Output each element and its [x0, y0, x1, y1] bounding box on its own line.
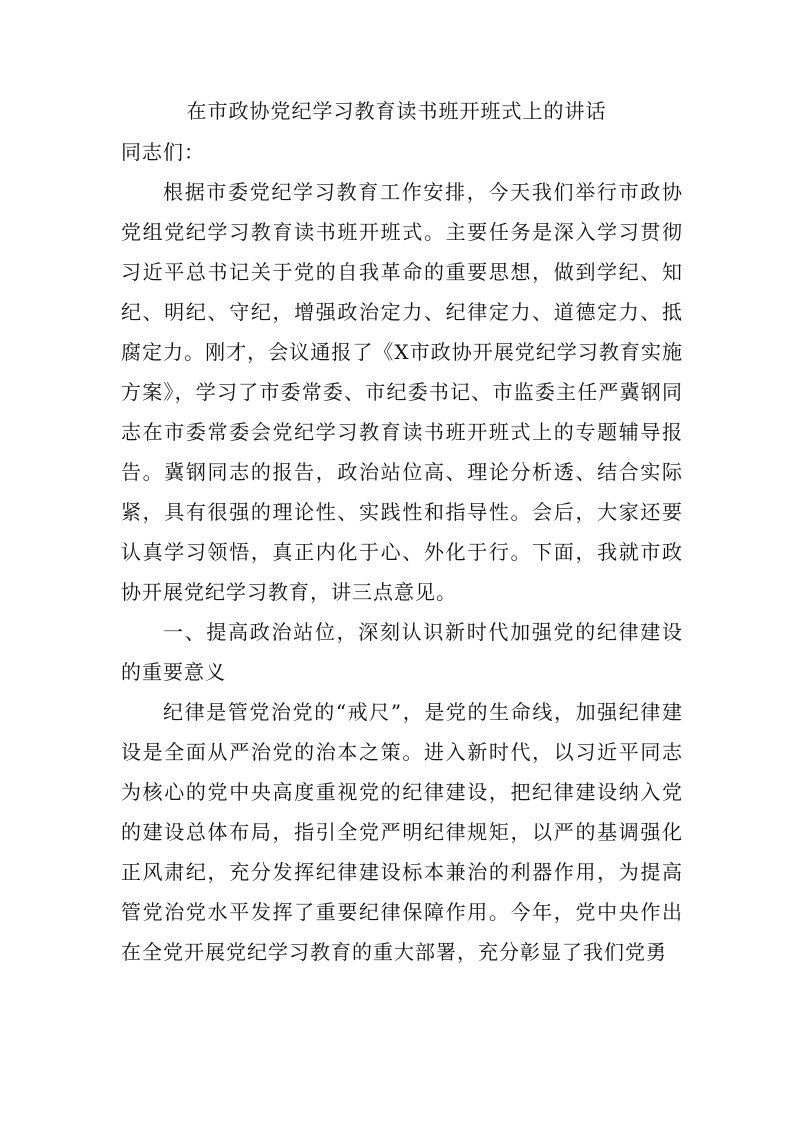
document-body	[121, 132, 683, 972]
paragraph-discipline: 纪律是管党治党的“戒尺”，是党的生命线，加强纪律建设是全面从严治党的治本之策。进入新时代，以习近平同志为核心的党中央高度重视党的纪律建设，把纪律建设纳入党的建设总体布局，指引全党严明纪律规矩，以严的基调强化正风肃纪，充分发挥纪律建设标本兼治的利器作用，为提高管党治党水平发挥了重要纪律保障作用。今年，党中央作出在全党开展党纪学习教育的重大部署，充分彰显了我们党勇	[121, 700, 683, 964]
paragraph-intro: 根据市委党纪学习教育工作安排，今天我们举行市政协党组党纪学习教育读书班开班式。主要任务是深入学习贯彻习近平总书记关于党的自我革命的重要思想，做到学纪、知纪、明纪、守纪，增强政治定力、纪律定力、道德定力、抵腐定力。刚才，会议通报了《X市政协开展党纪学习教育实施方案》，学习了市委常委、市纪委书记、市监委主任严冀钢同志在市委常委会党纪学习教育读书班开班式上的专题辅导报告。冀钢同志的报告，政治站位高、理论分析透、结合实际紧，具有很强的理论性、实践性和指导性。会后，大家还要认真学习领悟，真正内化于心、外化于行。下面，我就市政协开展党纪学习教育，讲三点意见。	[121, 180, 683, 604]
salutation: 同志们：	[121, 140, 205, 164]
section-heading-1: 一、提高政治站位，深刻认识新时代加强党的纪律建设的重要意义	[121, 620, 683, 684]
document-title: 在市政协党纪学习教育读书班开班式上的讲话	[186, 99, 607, 123]
